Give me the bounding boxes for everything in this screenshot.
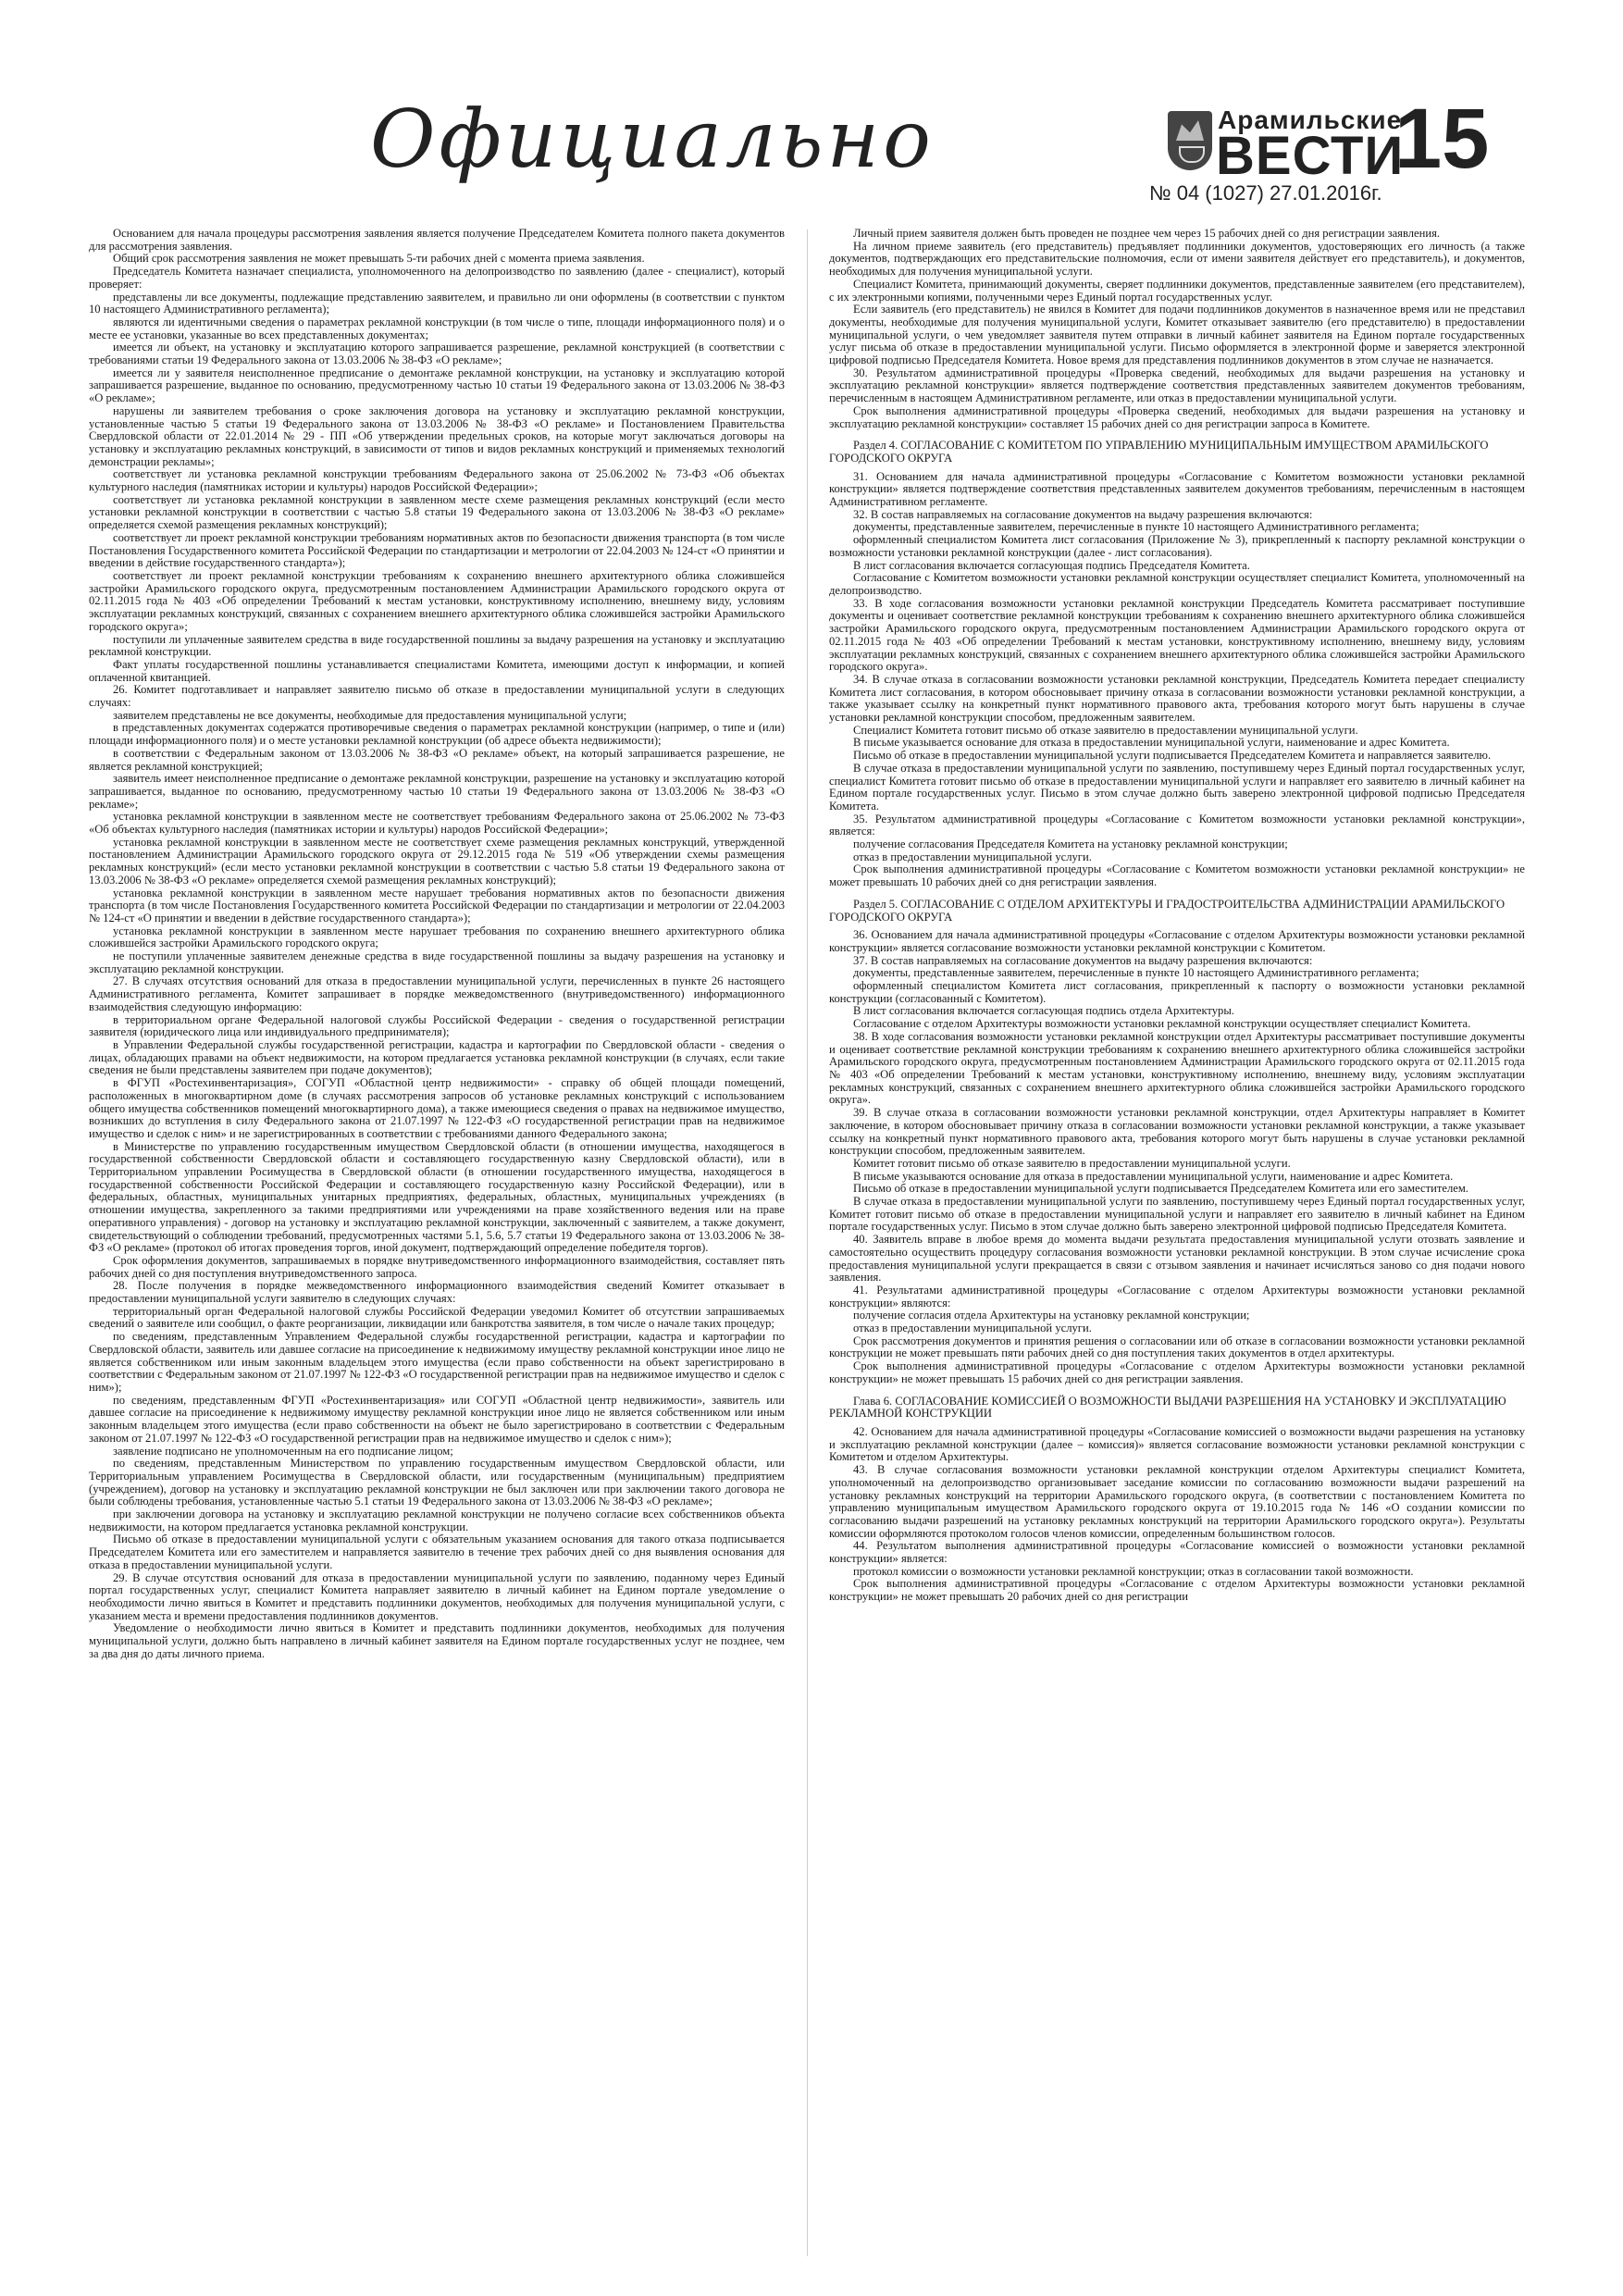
paragraph: Комитет готовит письмо об отказе заявителю в предоставлении муниципальной услуги.	[853, 1156, 1291, 1170]
section-heading: Раздел 5. СОГЛАСОВАНИЕ С ОТДЕЛОМ АРХИТЕКТУРЫ И ГРАДОСТРОИТЕЛЬСТВА АДМИНИСТРАЦИИ АРАМИЛЬСКОГО ГОРОДСКОГО ОКРУГА	[829, 897, 1505, 924]
paragraph: Уведомление о необходимости лично явиться в Комитет и представить подлинники документов, необходимых для получения муниципальной услуги, должно быть направлено в личный кабинет заявителя на Едином портале государственных услуг не позднее, чем за два дня до даты личного приема.	[89, 1621, 785, 1660]
paragraph: 38. В ходе согласования возможности установки рекламной конструкции отдел Архитектуры рассматривает поступившие документы и оценивает соответствие рекламной конструкции требованиям к сохранению внешнего архитектурного облика сложившейся застройки Арамильского городского округа, предусмотренным постановлением Администрации Арамильского городского округа от 02.11.2015 года № 403 «Об определении Требований к местам установки, конструктивному исполнению, внешнему виду, условиям эксплуатации рекламных конструкций, связанных с сохранением внешнего архитектурного облика сложившейся застройки Арамильского городского округа».	[829, 1029, 1525, 1107]
paragraph: оформленный специалистом Комитета лист согласования (Приложение № 3), прикрепленный к паспорту рекламной конструкции о возможности установки рекламной конструкции (далее - лист согласования).	[829, 533, 1525, 559]
paragraph: оформленный специалистом Комитета лист согласования, прикрепленный к паспорту о возможности установки рекламной конструкции (согласованный с Комитетом).	[829, 979, 1525, 1005]
paragraph: поступили ли уплаченные заявителем средства в виде государственной пошлины за выдачу разрешения на установку и эксплуатацию рекламной конструкции.	[89, 632, 785, 659]
paragraph: Письмо об отказе в предоставлении муниципальной услуги подписывается Председателем Комитета и направляется заявителю.	[853, 749, 1492, 763]
paragraph: 34. В случае отказа в согласовании возможности установки рекламной конструкции, Председатель Комитета передает специалисту Комитета лист согласования, в котором обосновывает причину отказа в согласовании возможности установки рекламной конструкции, а также указывает ссылку на конкретный пункт нормативного правового акта, требования которого могут быть нарушены в случае установки рекламной конструкции способом, предложенным заявителем.	[829, 672, 1525, 725]
paragraph: Срок выполнения административной процедуры «Согласование с отделом Архитектуры возможности установки рекламной конструкции» не может превышать 20 рабочих дней со дня регистрации	[829, 1577, 1525, 1604]
paragraph: заявитель имеет неисполненное предписание о демонтаже рекламной конструкции, разрешение на установку и эксплуатацию которой запрашивается, выданное по основанию, предусмотренному частью 10 статьи 19 Федерального закона от 13.03.2006 № 38-ФЗ «О рекламе»;	[89, 772, 785, 811]
paragraph: В лист согласования включается согласующая подпись отдела Архитектуры.	[853, 1004, 1234, 1018]
paragraph: Срок выполнения административной процедуры «Проверка сведений, необходимых для выдачи разрешения на установку и эксплуатацию рекламной конструкции» составляет 15 рабочих дней со дня регистрации запроса в Комитете.	[829, 403, 1525, 430]
paragraph: 32. В состав направляемых на согласование документов на выдачу разрешения включаются:	[853, 507, 1313, 521]
paragraph: Личный прием заявителя должен быть проведен не позднее чем через 15 рабочих дней со дня регистрации заявления.	[853, 228, 1441, 240]
paragraph: 26. Комитет подготавливает и направляет заявителю письмо об отказе в предоставлении муниципальной услуги в следующих случаях:	[89, 683, 785, 710]
paragraph: соответствует ли установка рекламной конструкции требованиям Федерального закона от 25.06.2002 № 73-ФЗ «Об объектах культурного наследия (памятниках истории и культуры) народов Российской Федерации»;	[89, 467, 785, 494]
paragraph: представлены ли все документы, подлежащие представлению заявителем, и правильно ли они оформлены (в соответствии с пунктом 10 настоящего Административного регламента);	[89, 290, 785, 316]
paragraph: по сведениям, представленным Управлением Федеральной службы государственной регистрации, кадастра и картографии по Свердловской области, заявитель или давшее согласие на присоединение к недвижимому имуществу рекламной конструкции иное лицо не является собственником или иным законным владельцем этого имущества (если право собственности на объект зарегистрировано в соответствии с Федеральным законом от 21.07.1997 № 122-ФЗ «О государственной регистрации прав на недвижимое имущество и сделок с ним»);	[89, 1330, 785, 1394]
paragraph: Срок рассмотрения документов и принятия решения о согласовании или об отказе в согласовании возможности установки рекламной конструкции не может превышать пяти рабочих дней со дня поступления таких документов в отдел архитектуры.	[829, 1334, 1525, 1360]
paragraph: получение согласования Председателя Комитета на установку рекламной конструкции;	[853, 838, 1288, 851]
paragraph: соответствует ли установка рекламной конструкции в заявленном месте схеме размещения рекламных конструкций (если место установки рекламной конструкции в соответствии с частью 5.8 статьи 19 Федерального закона от 13.03.2006 № 38-ФЗ «О рекламе» определяется схемой размещения рекламных конструкций);	[89, 492, 785, 532]
paragraph: Согласование с отделом Архитектуры возможности установки рекламной конструкции осуществляет специалист Комитета.	[853, 1017, 1471, 1031]
paragraph: Срок выполнения административной процедуры «Согласование с отделом Архитектуры возможности установки рекламной конструкции» не может превышать 15 рабочих дней со дня регистрации заявления.	[829, 1359, 1525, 1385]
paragraph: 33. В ходе согласования возможности установки рекламной конструкции Председатель Комитета рассматривает поступившие документы и оценивает соответствие рекламной конструкции требованиям к сохранению внешнего архитектурного облика сложившейся застройки Арамильского городского округа, предусмотренным постановлением Администрации Арамильского городского округа от 02.11.2015 года № 403 «Об определении Требований к местам установки, конструктивному исполнению, внешнему виду, условиям эксплуатации рекламных конструкций, связанных с сохранением внешнего архитектурного облика сложившейся застройки Арамильского городского округа».	[829, 596, 1525, 674]
paragraph: заявление подписано не уполномоченным на его подписание лицом;	[113, 1444, 453, 1458]
paragraph: 28. После получения в порядке межведомственного информационного взаимодействия сведений Комитет отказывает в предоставлении муниципальной услуги заявителю в следующих случаях:	[89, 1279, 785, 1306]
paragraph: 40. Заявитель вправе в любое время до момента выдачи результата предоставления муниципальной услуги отозвать заявление и самостоятельно осуществить процедуру согласования возможности установки рекламной конструкции. В этом случае исчисление срока предоставления муниципальной услуги прекращается в связи с отзывом заявления и начинает исчисляться заново со дня подачи нового заявления.	[829, 1233, 1525, 1285]
paragraph: 31. Основанием для начала административной процедуры «Согласование с Комитетом возможности установки рекламной конструкции» является подтверждение соответствия представленных заявителем документов требованиям, перечисленным в настоящем Административном регламенте.	[829, 469, 1525, 509]
paragraph: установка рекламной конструкции в заявленном месте нарушает требования по сохранению внешнего архитектурного облика сложившейся застройки Арамильского городского округа;	[89, 924, 785, 950]
paragraph: Специалист Комитета, принимающий документы, сверяет подлинники документов, представленные заявителем (его представителем), с их электронными копиями, полученными через Единый портал государственных услуг.	[829, 277, 1525, 304]
paragraph: Письмо об отказе в предоставлении муниципальной услуги с обязательным указанием основания для такого отказа подписывается Председателем Комитета или его заместителем и направляется заявителю в течение трех рабочих дней со дня выявления основания для отказа в предоставлении муниципальной услуги.	[89, 1533, 785, 1571]
paragraph: 37. В состав направляемых на согласование документов на выдачу разрешения включаются:	[853, 953, 1313, 967]
paragraph: Письмо об отказе в предоставлении муниципальной услуги подписывается Председателем Комитета или его заместителем.	[853, 1182, 1468, 1196]
paragraph: В случае отказа в предоставлении муниципальной услуги по заявлению, поступившему через Единый портал государственных услуг, специалист Комитета готовит письмо об отказе в предоставлении муниципальной услуги и направляет его заявителю в личный кабинет на Едином портале государственных услуг. Письмо в этом случае должно быть заверено электронной цифровой подписью Председателя Комитета.	[829, 761, 1525, 813]
page-number: 15	[1394, 92, 1490, 186]
paragraph: Срок оформления документов, запрашиваемых в порядке внутриведомственного информационного взаимодействия, составляет пять рабочих дней со дня поступления внутриведомственного запроса.	[89, 1253, 785, 1280]
paragraph: установка рекламной конструкции в заявленном месте не соответствует требованиям Федерального закона от 25.06.2002 № 73-ФЗ «Об объектах культурного наследия (памятниках истории и культуры) народов Российской Федерации»;	[89, 810, 785, 837]
paragraph: по сведениям, представленным Министерством по управлению государственным имуществом Свердловской области, или Территориальным управлением Росимущества в Свердловской области, или государственным (муниципальным) предприятием (учреждением), договор на установку и эксплуатацию рекламной конструкции не был заключен или при заключении такого договора не были соблюдены требования, установленные частью 5.1 статьи 19 Федерального закона от 13.03.2006 № 38-ФЗ «О рекламе»;	[89, 1457, 785, 1508]
paragraph: Специалист Комитета готовит письмо об отказе заявителю в предоставлении муниципальной услуги.	[853, 723, 1358, 737]
paragraph: В письме указываются основание для отказа в предоставлении муниципальной услуги, наименование и адрес Комитета.	[853, 1169, 1454, 1183]
paragraph: имеется ли объект, на установку и эксплуатацию которого запрашивается разрешение, рекламной конструкцией (в соответствии с требованиями статьи 19 Федерального закона от 13.03.2006 № 38-ФЗ «О рекламе»;	[89, 341, 785, 367]
paragraph: Основанием для начала процедуры рассмотрения заявления является получение Председателем Комитета полного пакета документов для рассмотрения заявления.	[89, 228, 785, 253]
paragraph: документы, представленные заявителем, перечисленные в пункте 10 настоящего Административного регламента;	[853, 520, 1419, 534]
paragraph: 29. В случае отсутствия оснований для отказа в предоставлении муниципальной услуги по заявлению, поданному через Единый портал государственных услуг, специалист Комитета направляет заявителю в личный кабинет на Едином портале уведомление о необходимости лично явиться в Комитет и представить подлинники документов, необходимых для получения муниципальной услуги, с указанием места и времени предоставления подлинников документов.	[89, 1570, 785, 1622]
coat-of-arms-icon	[1168, 111, 1212, 170]
issue-info: № 04 (1027) 27.01.2016г.	[1149, 181, 1382, 205]
left-column	[89, 228, 785, 2256]
paragraph: Факт уплаты государственной пошлины устанавливается специалистами Комитета, имеющими доступ к информации, и копией оплаченной квитанцией.	[89, 657, 785, 684]
logo-line-1: Арамильские	[1218, 105, 1403, 134]
paragraph: Если заявитель (его представитель) не явился в Комитет для подачи подлинников документов в назначенное время или не представил документы, необходимые для получения муниципальной услуги, Комитет отказывает заявителю (его представителю) в предоставлении муниципальной услуги, о чем уведомляет заявителя путем отправки в личный кабинет заявителя на Едином портале государственных услуг письма об отказе в предоставлении муниципальной услуги. Письмо оформляется в электронной форме и заверяется электронной цифровой подписью Председателя Комитета. Новое время для представления подлинников документов в этом случае не назначается.	[829, 303, 1525, 367]
paragraph: в территориальном органе Федеральной налоговой службы Российской Федерации - сведения о государственной регистрации заявителя (юридического лица или индивидуального предпринимателя);	[89, 1012, 785, 1039]
paragraph: 30. Результатом административной процедуры «Проверка сведений, необходимых для выдачи разрешения на установку и эксплуатацию рекламной конструкции» является подтверждение соответствия представленных заявителем документов требованиям, перечисленным в настоящем Административном регламенте, или отказ в предоставлении муниципальной услуги.	[829, 366, 1525, 405]
paragraph: Председатель Комитета назначает специалиста, уполномоченного на делопроизводство по заявлению (далее - специалист), который проверяет:	[89, 265, 785, 291]
paragraph: соответствует ли проект рекламной конструкции требованиям к сохранению внешнего архитектурного облика сложившейся застройки Арамильского городского округа, предусмотренным постановлением Администрации Арамильского городского округа от 02.11.2015 года № 403 «Об определении Требований к местам установки, конструктивному исполнению, внешнему виду, условиям эксплуатации рекламных конструкций, связанных с сохранением внешнего архитектурного облика сложившейся застройки Арамильского городского округа»;	[89, 568, 785, 633]
column-divider	[807, 230, 808, 2256]
paragraph: отказ в предоставлении муниципальной услуги.	[853, 850, 1092, 863]
paragraph: 36. Основанием для начала административной процедуры «Согласование с отделом Архитектуры возможности установки рекламной конструкции» является согласование возможности установки рекламной конструкции с Комитетом.	[829, 928, 1525, 954]
paragraph: 39. В случае отказа в согласовании возможности установки рекламной конструкции, отдел Архитектуры направляет в Комитет заключение, в котором обосновывает причину отказа в согласовании возможности установки рекламной конструкции, а также указывает ссылку на конкретный пункт нормативного правового акта, требования которого могут быть нарушены в случае установки рекламной конструкции способом, предложенным заявителем.	[829, 1106, 1525, 1158]
section-title: Официально	[370, 93, 935, 186]
paragraph: Согласование с Комитетом возможности установки рекламной конструкции осуществляет специалист Комитета, уполномоченный на делопроизводство.	[829, 571, 1525, 597]
paragraph: соответствует ли проект рекламной конструкции требованиям нормативных актов по безопасности движения транспорта (в том числе Постановления Государственного комитета Российской Федерации по стандартизации и метрологии от 22.04.2003 № 124-ст «О принятии и введении в действие государственного стандарта»);	[89, 530, 785, 570]
paragraph: На личном приеме заявитель (его представитель) предъявляет подлинники документов, удостоверяющих его личность (а также документов, подтверждающих его представительские полномочия, если от имени заявителя действует его представитель), и документов, необходимых для получения муниципальной услуги.	[829, 239, 1525, 279]
paragraph: В случае отказа в предоставлении муниципальной услуги по заявлению, поступившему через Единый портал государственных услуг, Комитет готовит письмо об отказе в предоставлении муниципальной услуги и направляет его заявителю в личный кабинет на Едином портале государственных услуг. Письмо в этом случае должно быть заверено электронной цифровой подписью Председателя Комитета.	[829, 1195, 1525, 1234]
paragraph: отказ в предоставлении муниципальной услуги.	[853, 1322, 1092, 1335]
section-heading: Раздел 4. СОГЛАСОВАНИЕ С КОМИТЕТОМ ПО УПРАВЛЕНИЮ МУНИЦИПАЛЬНЫМ ИМУЩЕСТВОМ АРАМИЛЬСКОГО ГОРОДСКОГО ОКРУГА	[829, 439, 1489, 465]
paragraph: в ФГУП «Ростехинвентаризация», СОГУП «Областной центр недвижимости» - справку об общей площади помещений, расположенных в многоквартирном доме (в случаях рассмотрения запросов об установке рекламных конструкций с использованием общего имущества собственников помещений многоквартирного дома), а также имеющиеся сведения о правах на недвижимое имущество, возникших до вступления в силу Федерального закона от 21.07.1997 № 122-ФЗ «О государственной регистрации прав на недвижимое имущество и сделок с ним» и не зарегистрированных в соответствии с требованиями данного Федерального закона;	[89, 1076, 785, 1140]
paragraph: нарушены ли заявителем требования о сроке заключения договора на установку и эксплуатацию рекламной конструкции, установленные частью 5 статьи 19 Федерального закона от 13.03.2006 № 38-ФЗ «О рекламе» и Постановлением Правительства Свердловской области от 22.01.2014 № 29 - ПП «Об утверждении предельных сроков, на которые могут заключаться договоры на установку и эксплуатацию рекламных конструкций, в зависимости от типов и видов рекламных конструкций и применяемых технологий демонстрации рекламы»;	[89, 403, 785, 468]
paragraph: документы, представленные заявителем, перечисленные в пункте 10 настоящего Административного регламента;	[853, 966, 1419, 980]
paragraph: территориальный орган Федеральной налоговой службы Российской Федерации уведомил Комитет об отсутствии запрашиваемых сведений о заявителе или сообщил, о факте реорганизации, ликвидации или банкротства заявителя, в том числе о начале таких процедур;	[89, 1304, 785, 1331]
right-column	[829, 228, 1525, 2256]
paragraph: протокол комиссии о возможности установки рекламной конструкции; отказ в согласовании такой возможности.	[853, 1564, 1414, 1578]
paragraph: в Министерстве по управлению государственным имуществом Свердловской области (в отношении имущества, находящегося в государственной собственности Свердловской области и составляющего государственную казну Свердловской области), или в Территориальном управлении Росимущества в Свердловской области (в отношении государственного имущества, находящегося в государственной собственности Российской Федерации и составляющего государственную казну Российской Федерации), или в федеральных, областных, муниципальных унитарных предприятиях, федеральных, областных, муниципальных учреждениях (в отношении имущества, закрепленного за такими предприятиями или учреждениями на праве хозяйственного ведения или на праве оперативного управления) - договор на установку и эксплуатацию рекламной конструкции, заключенный с заявителем, а также документ, свидетельствующий о соблюдении требований, предусмотренных частями 5.1, 5.6, 5.7 статьи 19 Федерального закона от 13.03.2006 № 38-ФЗ «О рекламе» (протокол об итогах проведения торгов, иной документ, подтверждающий определение победителя торгов).	[89, 1139, 785, 1255]
section-heading: Глава 6. СОГЛАСОВАНИЕ КОМИССИЕЙ О ВОЗМОЖНОСТИ ВЫДАЧИ РАЗРЕШЕНИЯ НА УСТАНОВКУ И ЭКСПЛУАТАЦИЮ РЕКЛАМНОЙ КОНСТРУКЦИИ	[829, 1394, 1506, 1421]
paragraph: В письме указывается основание для отказа в предоставлении муниципальной услуги, наименование и адрес Комитета.	[853, 736, 1450, 750]
paragraph: получение согласия отдела Архитектуры на установку рекламной конструкции;	[853, 1309, 1250, 1322]
paragraph: установка рекламной конструкции в заявленном месте нарушает требования нормативных актов по безопасности движения транспорта (в том числе Постановления Государственного комитета Российской Федерации по стандартизации и метрологии от 22.04.2003 № 124-ст «О принятии и введении в действие государственного стандарта»);	[89, 886, 785, 925]
paragraph: заявителем представлены не все документы, необходимые для предоставления муниципальной услуги;	[113, 708, 627, 722]
paragraph: 43. В случае согласования возможности установки рекламной конструкции отделом Архитектуры специалист Комитета, уполномоченный на делопроизводство организовывает заседание комиссии по согласованию возможности выдачи разрешений на установку рекламных конструкций на территории Арамильского городского округа, (в соответствии с постановлением Комитета по управлению муниципальным имуществом Арамильского городского округа от 19.10.2015 года № 146 «О создании комиссии по согласованию выдачи разрешений на установку рекламных конструкций на территории Арамильского городского округа»). Результаты комиссии оформляются протоколом голосов членов комиссии, определенным большинством голосов.	[829, 1463, 1525, 1540]
paragraph: по сведениям, представленным ФГУП «Ростехинвентаризация» или СОГУП «Областной центр недвижимости», заявитель или давшее согласие на присоединение к недвижимому имуществу рекламной конструкции иное лицо не является собственником или иным законным владельцем этого имущества (если право собственности на объект не было зарегистрировано в соответствии с Федеральным законом от 21.07.1997 № 122-ФЗ «О государственной регистрации прав на недвижимое имущество и сделок с ним»);	[89, 1393, 785, 1445]
paragraph: в Управлении Федеральной службы государственной регистрации, кадастра и картографии по Свердловской области - сведения о лицах, обладающих правами на объект недвижимости, на котором предлагается установка рекламной конструкции (в случаях, если такие сведения не были представлены заявителем при подаче документов);	[89, 1038, 785, 1077]
paragraph: Срок выполнения административной процедуры «Согласование с Комитетом возможности установки рекламной конструкции» не может превышать 10 рабочих дней со дня регистрации заявления.	[829, 863, 1525, 889]
paragraph: являются ли идентичными сведения о параметрах рекламной конструкции (в том числе о типе, площади информационного поля) и о месте ее установки, указанные во всех представленных документах;	[89, 315, 785, 341]
paragraph: 41. Результатами административной процедуры «Согласование с отделом Архитектуры возможности установки рекламной конструкции» являются:	[829, 1283, 1525, 1309]
paragraph: 44. Результатом выполнения административной процедуры «Согласование комиссией о возможности установки рекламной конструкции» является:	[829, 1539, 1525, 1566]
paragraph: в представленных документах содержатся противоречивые сведения о параметрах рекламной конструкции (например, о типе и (или) площади информационного поля) и о месте установки рекламной конструкции (об адресе объекта недвижимости);	[89, 721, 785, 748]
paragraph: не поступили уплаченные заявителем денежные средства в виде государственной пошлины за выдачу разрешения на установку и эксплуатацию рекламной конструкции.	[89, 949, 785, 975]
paragraph: в соответствии с Федеральным законом от 13.03.2006 № 38-ФЗ «О рекламе» объект, на который запрашивается разрешение, не является рекламной конструкцией;	[89, 746, 785, 773]
paragraph: 35. Результатом административной процедуры «Согласование с Комитетом возможности установки рекламной конструкции», является:	[829, 812, 1525, 838]
paragraph: 42. Основанием для начала административной процедуры «Согласование комиссией о возможности выдачи разрешения на установку и эксплуатацию рекламной конструкции (далее – комиссия)» является согласование возможности установки рекламной конструкции с Комитетом и отделом Архитектуры.	[829, 1424, 1525, 1464]
logo-line-2: ВЕСТИ	[1216, 126, 1405, 186]
paragraph: 27. В случаях отсутствия оснований для отказа в предоставлении муниципальной услуги, перечисленных в пункте 26 настоящего Административного регламента, Комитет запрашивает в порядке межведомственного (внутриведомственного) информационного взаимодействия следующую информацию:	[89, 974, 785, 1013]
paragraph: имеется ли у заявителя неисполненное предписание о демонтаже рекламной конструкции, на установку и эксплуатацию которой запрашивается разрешение, выданное по основанию, предусмотренному частью 10 статьи 19 Федерального закона от 13.03.2006 № 38-ФЗ «О рекламе»;	[89, 366, 785, 405]
paragraph: установка рекламной конструкции в заявленном месте не соответствует схеме размещения рекламных конструкций, утвержденной постановлением Администрации Арамильского городского округа от 29.12.2015 года № 519 «Об утверждении схемы размещения рекламных конструкций» (если место установки рекламной конструкции в соответствии с частью 5.8 статьи 19 Федерального закона от 13.03.2006 № 38-ФЗ «О рекламе» определяется схемой размещения рекламных конструкций);	[89, 835, 785, 887]
paragraph: при заключении договора на установку и эксплуатацию рекламной конструкции не получено согласие всех собственников объекта недвижимости, на котором предлагается установка рекламной конструкции.	[89, 1508, 785, 1533]
paragraph: Общий срок рассмотрения заявления не может превышать 5-ти рабочих дней с момента приема заявления.	[113, 252, 645, 266]
paragraph: В лист согласования включается согласующая подпись Председателя Комитета.	[853, 558, 1250, 572]
